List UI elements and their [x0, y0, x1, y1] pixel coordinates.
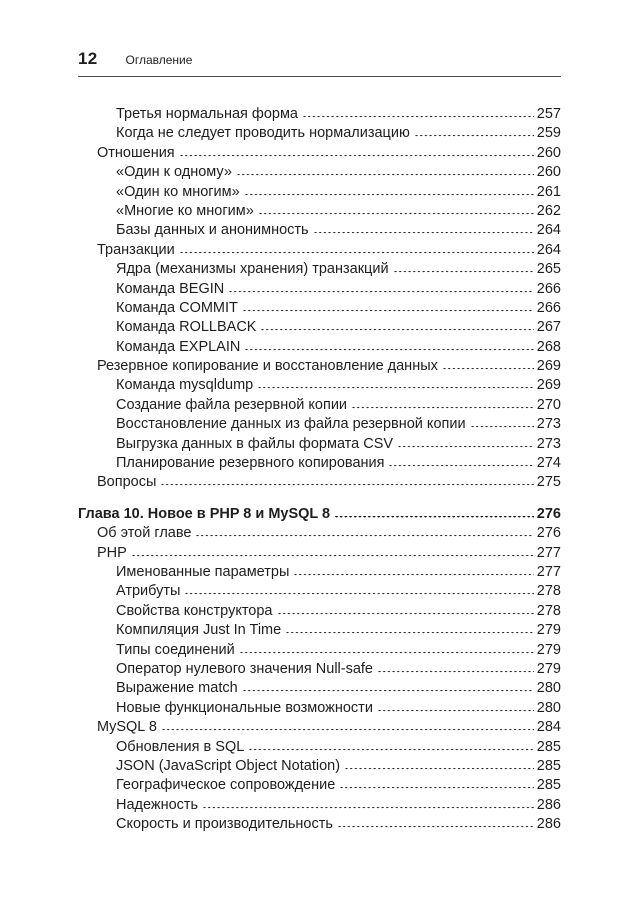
dot-leader — [203, 807, 534, 809]
dot-leader — [389, 465, 533, 467]
dot-leader — [237, 174, 534, 176]
dot-leader — [258, 387, 534, 389]
toc-entry — [78, 621, 561, 640]
toc-entry-label: Компиляция Just In Time — [116, 622, 282, 639]
toc-entry — [78, 718, 561, 737]
toc-entry — [78, 641, 561, 660]
running-header — [78, 0, 561, 77]
toc-entry-label: Типы соединений — [116, 641, 235, 658]
toc-entry-page: 268 — [536, 338, 561, 355]
toc-entry-page: 278 — [536, 602, 561, 619]
toc-entry-label: Когда не следует проводить нормализацию — [116, 125, 410, 142]
toc-entry — [78, 738, 561, 757]
toc-entry — [78, 376, 561, 395]
dot-leader — [240, 652, 534, 654]
toc-entry — [78, 105, 561, 124]
dot-leader — [394, 271, 534, 273]
toc-entry — [78, 221, 561, 240]
dot-leader — [286, 632, 534, 634]
toc-entry-page: 262 — [536, 202, 561, 219]
toc-entry-label: MySQL 8 — [97, 719, 157, 736]
toc-entry-page: 257 — [536, 106, 561, 122]
toc-entry — [78, 757, 561, 776]
toc-entry-label: Об этой главе — [97, 525, 192, 542]
dot-leader — [352, 407, 534, 409]
toc-entry-page: 266 — [536, 299, 561, 316]
dot-leader — [185, 593, 533, 595]
toc-entry — [78, 163, 561, 182]
toc-entry-label: Выражение match — [116, 680, 238, 697]
toc-entry-label: Команда COMMIT — [116, 299, 238, 316]
toc-entry-label: Оператор нулевого значения Null-safe — [116, 660, 373, 677]
toc-entry-page: 284 — [536, 719, 561, 736]
dot-leader — [415, 135, 534, 137]
toc-entry-page: 275 — [536, 474, 561, 491]
toc-entry-label: Вопросы — [97, 474, 157, 491]
toc-entry-label: Создание файла резервной копии — [116, 396, 348, 413]
toc-entry-label: Третья нормальная форма — [116, 106, 298, 122]
toc-entry-label: Именованные параметры — [116, 563, 290, 580]
toc-entry — [78, 260, 561, 279]
toc-entry — [78, 679, 561, 698]
toc-entry — [78, 396, 561, 415]
toc-entry — [78, 299, 561, 318]
toc-entry-page: 259 — [536, 125, 561, 142]
toc-entry — [78, 815, 561, 834]
toc-entry-page: 267 — [536, 319, 561, 336]
toc-entry — [78, 280, 561, 299]
book-page — [78, 0, 561, 834]
toc-entry-label: Надежность — [116, 796, 199, 813]
toc-entry-page: 260 — [536, 144, 561, 161]
toc-entry — [78, 776, 561, 795]
toc-entry — [78, 660, 561, 679]
dot-leader — [340, 787, 534, 789]
toc-entry-page: 285 — [536, 757, 561, 774]
toc-entry-page: 279 — [536, 622, 561, 639]
dot-leader — [245, 194, 534, 196]
toc-entry-page: 269 — [536, 358, 561, 375]
toc-entry — [78, 505, 561, 524]
toc-entry-page: 285 — [536, 777, 561, 794]
toc-entry-label: Скорость и производительность — [116, 816, 333, 833]
toc-entry-page: 266 — [536, 280, 561, 297]
dot-leader — [180, 252, 534, 254]
dot-leader — [243, 690, 534, 692]
dot-leader — [294, 574, 533, 576]
toc-entry-label: Атрибуты — [116, 583, 181, 600]
toc-entry — [78, 318, 561, 337]
toc-entry — [78, 357, 561, 376]
toc-entry-page: 280 — [536, 680, 561, 697]
dot-leader — [161, 484, 533, 486]
running-header-title: Оглавление — [125, 53, 193, 67]
toc-entry-page: 261 — [536, 183, 561, 200]
toc-entry-page: 278 — [536, 583, 561, 600]
toc-entry — [78, 544, 561, 563]
dot-leader — [335, 516, 534, 518]
toc-entry-label: Ядра (механизмы хранения) транзакций — [116, 261, 389, 278]
dot-leader — [243, 310, 534, 312]
dot-leader — [345, 768, 534, 770]
toc-entry-label: JSON (JavaScript Object Notation) — [116, 757, 341, 774]
toc-entry-label: Новые функциональные возможности — [116, 699, 373, 716]
toc-entry-page: 264 — [536, 222, 561, 239]
dot-leader — [471, 426, 534, 428]
toc-entry-label: Свойства конструктора — [116, 602, 273, 619]
dot-leader — [314, 232, 534, 234]
toc-entry-label: PHP — [97, 544, 127, 561]
toc-entry-label: Команда BEGIN — [116, 280, 225, 297]
dot-leader — [132, 555, 534, 557]
toc-entry-label: Выгрузка данных в файлы формата CSV — [116, 435, 394, 452]
toc-entry-label: Планирование резервного копирования — [116, 455, 385, 472]
toc-entry-label: Отношения — [97, 144, 175, 161]
toc-entry — [78, 796, 561, 815]
dot-leader — [162, 729, 534, 731]
toc-entry — [78, 454, 561, 473]
toc-entry — [78, 602, 561, 621]
toc-entry-page: 273 — [536, 416, 561, 433]
toc-entry-page: 286 — [536, 796, 561, 813]
toc-entry-page: 276 — [536, 505, 561, 522]
toc-entry-label: Резервное копирование и восстановление данных — [97, 358, 438, 375]
dot-leader — [303, 116, 534, 118]
toc-entry-page: 273 — [536, 435, 561, 452]
dot-leader — [180, 155, 534, 157]
dot-leader — [378, 671, 534, 673]
dot-leader — [278, 613, 534, 615]
toc-entry — [78, 415, 561, 434]
toc-entry — [78, 241, 561, 260]
toc-entry — [78, 582, 561, 601]
toc-entry-page: 279 — [536, 641, 561, 658]
toc-entry-label: «Один к одному» — [116, 164, 232, 181]
toc-entry — [78, 435, 561, 454]
toc-entry — [78, 699, 561, 718]
dot-leader — [259, 213, 534, 215]
toc-entry-label: Команда EXPLAIN — [116, 338, 241, 355]
toc-entry-label: Команда ROLLBACK — [116, 319, 257, 336]
dot-leader — [249, 749, 534, 751]
toc-entry-label: «Один ко многим» — [116, 183, 240, 200]
toc-entry — [78, 183, 561, 202]
toc-entry-page: 274 — [536, 455, 561, 472]
toc-entry-page: 276 — [536, 525, 561, 542]
toc-entry-page: 277 — [536, 544, 561, 561]
toc-entry — [78, 473, 561, 492]
toc-entry — [78, 144, 561, 163]
toc-entry-page: 269 — [536, 377, 561, 394]
dot-leader — [338, 826, 534, 828]
toc-entry — [78, 124, 561, 143]
toc-entry — [78, 202, 561, 221]
toc-entry-page: 270 — [536, 396, 561, 413]
dot-leader — [245, 349, 533, 351]
dot-leader — [378, 710, 534, 712]
toc-entry — [78, 563, 561, 582]
toc-entry-label: Глава 10. Новое в PHP 8 и MySQL 8 — [78, 505, 331, 522]
toc-entry-label: Обновления в SQL — [116, 738, 245, 755]
page-number: 12 — [78, 49, 98, 68]
toc-entry-page: 279 — [536, 660, 561, 677]
toc-entry-page: 285 — [536, 738, 561, 755]
dot-leader — [196, 535, 533, 537]
toc-entry-page: 277 — [536, 563, 561, 580]
toc-entry-label: Транзакции — [97, 241, 175, 258]
toc-entry — [78, 524, 561, 543]
toc-entry-page: 264 — [536, 241, 561, 258]
dot-leader — [229, 291, 534, 293]
toc-entry — [78, 338, 561, 357]
toc-entry-label: Географическое сопровождение — [116, 777, 336, 794]
toc-entry-page: 260 — [536, 164, 561, 181]
toc-entry-label: Команда mysqldump — [116, 377, 254, 394]
toc-entry-label: Базы данных и анонимность — [116, 222, 309, 239]
toc-list — [78, 105, 561, 834]
toc-entry-page: 280 — [536, 699, 561, 716]
dot-leader — [398, 446, 534, 448]
toc-entry-label: «Многие ко многим» — [116, 202, 254, 219]
dot-leader — [261, 329, 533, 331]
toc-entry-page: 265 — [536, 261, 561, 278]
dot-leader — [443, 368, 534, 370]
toc-entry-page: 286 — [536, 816, 561, 833]
toc-entry-label: Восстановление данных из файла резервной копии — [116, 416, 466, 433]
